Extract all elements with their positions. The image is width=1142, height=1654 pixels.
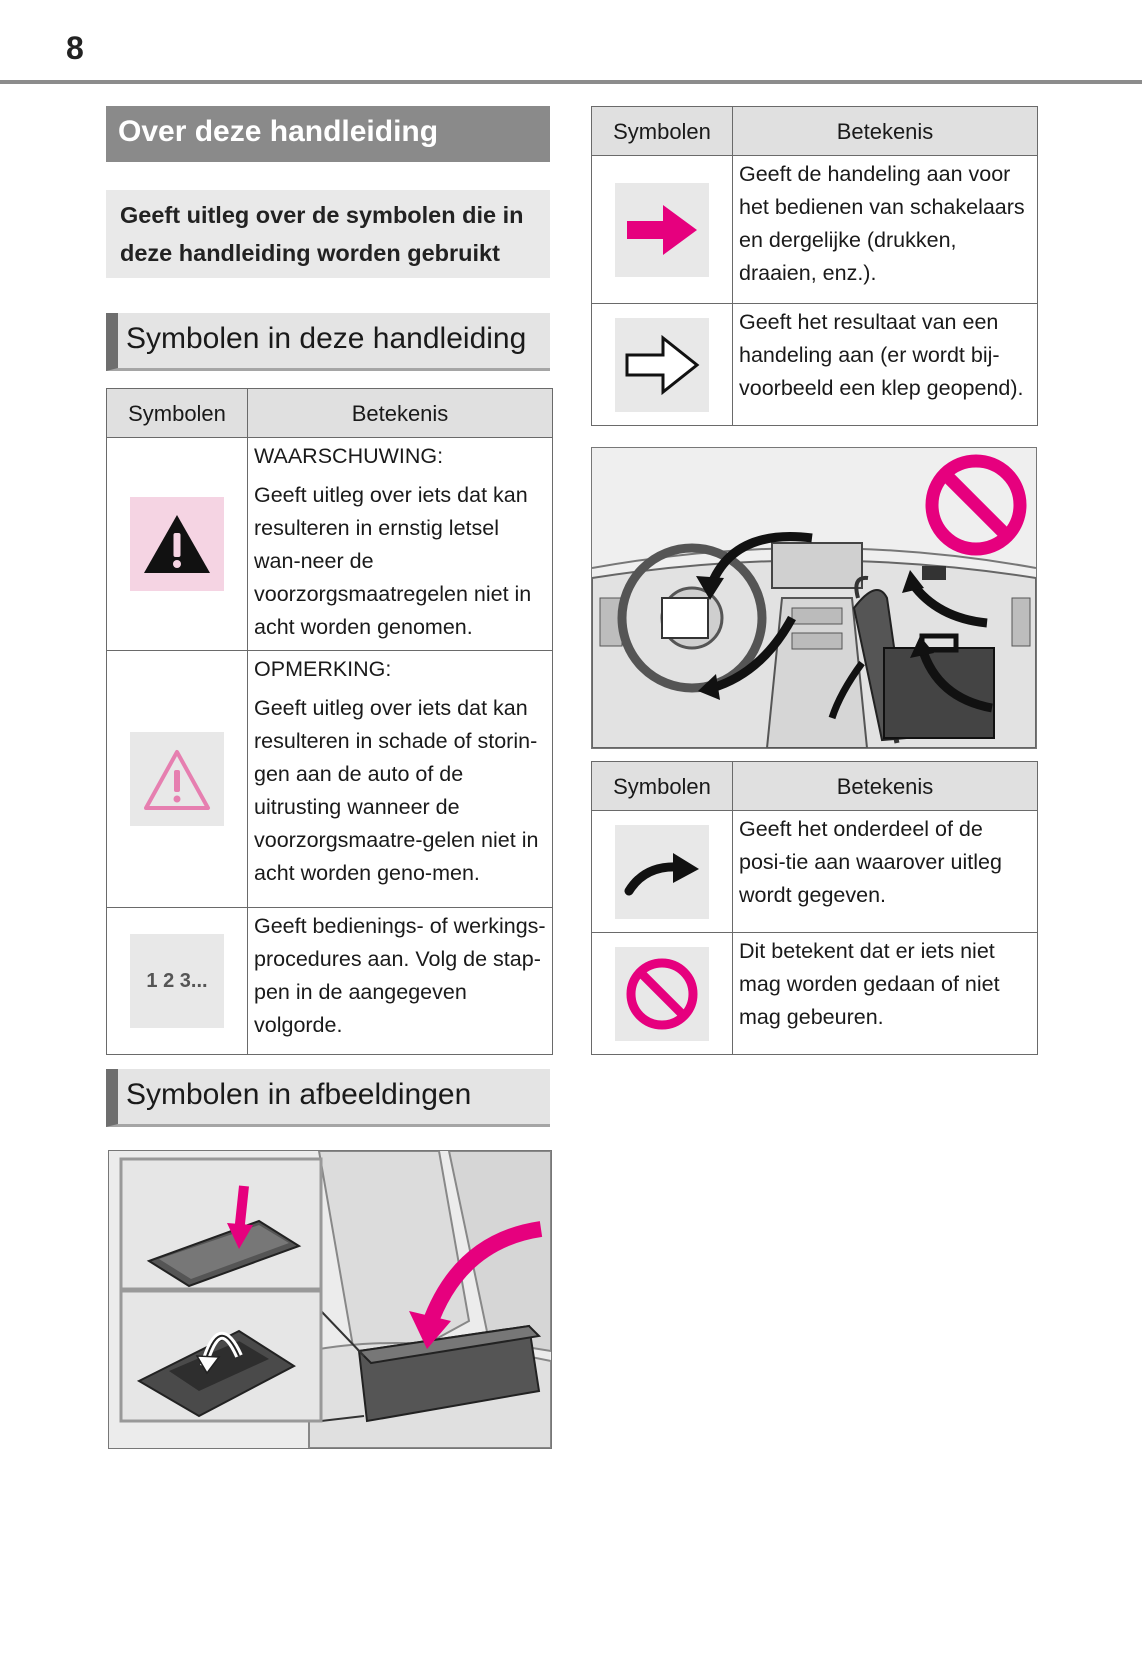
- steps-icon-label: 1 2 3...: [146, 970, 208, 992]
- symbols-actions-table: [591, 106, 1038, 426]
- caution-text: Geeft uitleg over iets dat kan resulteren in schade of storin-gen aan de auto of de uitrusting wanneer de voorzorgsmaatre-gelen niet in acht worden geno-men.: [254, 696, 539, 885]
- symbols-manual-table: [106, 388, 553, 1055]
- prohibited-text: Dit betekent dat er iets niet mag worden gedaan of niet mag gebeuren.: [739, 939, 1000, 1029]
- table-row: [107, 908, 553, 1055]
- column-header-symbols: Symbolen: [592, 762, 733, 811]
- column-header-meaning: Betekenis: [733, 107, 1038, 156]
- section-heading-symbols-images: Symbolen in afbeeldingen: [106, 1069, 550, 1127]
- symbols-images-table: [591, 761, 1038, 1055]
- result-arrow-icon: [615, 318, 709, 412]
- page-subtitle: Geeft uitleg over de symbolen die in deze handleiding worden gebruikt: [106, 190, 550, 278]
- steps-icon: [130, 934, 224, 1028]
- warning-heading: WAARSCHUWING:: [254, 444, 444, 468]
- column-header-symbols: Symbolen: [592, 107, 733, 156]
- action-arrow-icon: [615, 183, 709, 277]
- armrest-illustration: [108, 1150, 552, 1449]
- caution-heading: OPMERKING:: [254, 657, 392, 681]
- steps-text: Geeft bedienings- of werkings-procedures aan. Volg de stap-pen in de aangegeven volgorde.: [254, 914, 546, 1037]
- warning-text: Geeft uitleg over iets dat kan resulteren in ernstig letsel wan-neer de voorzorgsmaatregelen niet in acht worden genomen.: [254, 483, 532, 639]
- prohibited-icon: [615, 947, 709, 1041]
- table-row: [592, 933, 1038, 1055]
- page-title: Over deze handleiding: [106, 106, 550, 162]
- pointer-arrow-text: Geeft het onderdeel of de posi-tie aan waarover uitleg wordt gegeven.: [739, 817, 1002, 907]
- dashboard-illustration: [591, 447, 1037, 749]
- table-row: [592, 811, 1038, 933]
- page-number: 8: [66, 30, 84, 66]
- section-heading-symbols-manual: Symbolen in deze handleiding: [106, 313, 550, 371]
- table-row: [107, 438, 553, 651]
- column-header-meaning: Betekenis: [248, 389, 553, 438]
- caution-triangle-icon: [130, 732, 224, 826]
- table-row: [592, 304, 1038, 426]
- column-header-meaning: Betekenis: [733, 762, 1038, 811]
- warning-triangle-icon: [130, 497, 224, 591]
- action-arrow-text: Geeft de handeling aan voor het bedienen van schakelaars en dergelijke (drukken, draaien, enz.).: [739, 162, 1025, 285]
- column-header-symbols: Symbolen: [107, 389, 248, 438]
- table-row: [592, 156, 1038, 304]
- top-rule: [0, 80, 1142, 84]
- table-row: [107, 651, 553, 908]
- pointer-arrow-icon: [615, 825, 709, 919]
- result-arrow-text: Geeft het resultaat van een handeling aan (er wordt bij-voorbeeld een klep geopend).: [739, 310, 1024, 400]
